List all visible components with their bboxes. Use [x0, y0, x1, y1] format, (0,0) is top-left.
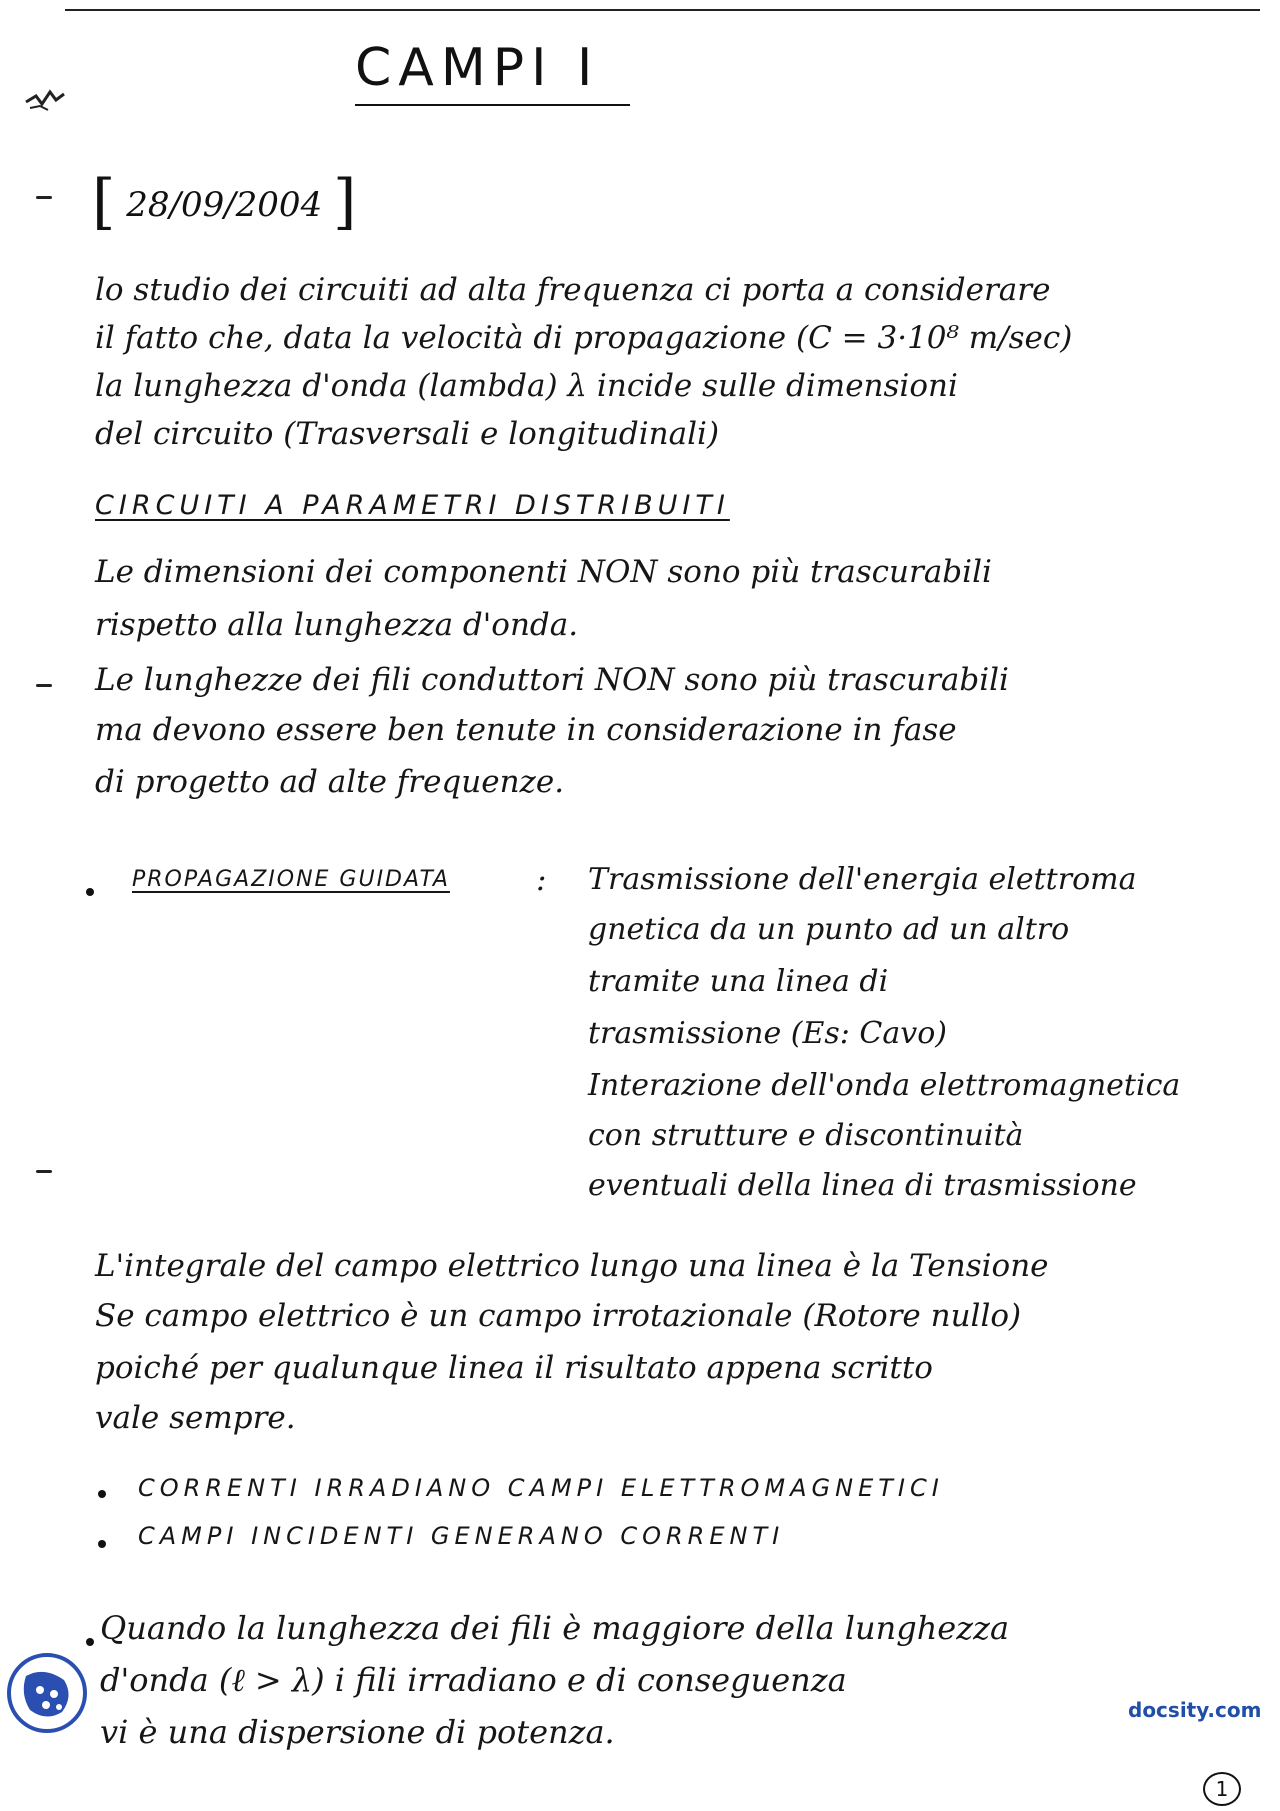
date: [ 28/09/2004 ]: [92, 167, 357, 237]
section-heading: CIRCUITI A PARAMETRI DISTRIBUITI: [95, 490, 730, 521]
ink-smudge: [22, 82, 68, 114]
bullet-dot: [86, 1638, 94, 1646]
integral-line-2: Se campo elettrico è un campo irrotazionale (Rotore nullo): [95, 1298, 1022, 1334]
intro-line-2: il fatto che, data la velocità di propagazione (C = 3·10⁸ m/sec): [95, 320, 1073, 356]
lengths-line-1: Le lunghezze dei fili conduttori NON sono più trascurabili: [95, 662, 1009, 698]
guided-line-7: eventuali della linea di trasmissione: [588, 1168, 1137, 1203]
margin-mark: [36, 196, 52, 199]
date-text: 28/09/2004: [126, 185, 323, 225]
lengths-line-3: di progetto ad alte frequenze.: [95, 764, 565, 800]
caps-bullet-1: CORRENTI IRRADIANO CAMPI ELETTROMAGNETICI: [138, 1474, 944, 1502]
guided-colon: :: [536, 862, 547, 898]
bullet-dot: [98, 1490, 106, 1498]
integral-line-1: L'integrale del campo elettrico lungo una linea è la Tensione: [95, 1248, 1049, 1284]
final-line-2: d'onda (ℓ > λ) i fili irradiano e di conseguenza: [100, 1661, 847, 1699]
margin-mark: [36, 684, 52, 687]
intro-line-4: del circuito (Trasversali e longitudinali): [95, 416, 720, 452]
guided-line-5: Interazione dell'onda elettromagnetica: [588, 1068, 1181, 1103]
top-rule: [65, 9, 1260, 11]
guided-line-2: gnetica da un punto ad un altro: [588, 912, 1070, 947]
guided-line-1: Trasmissione dell'energia elettroma: [588, 862, 1137, 897]
title-underline: [355, 104, 630, 106]
final-line-1: Quando la lunghezza dei fili è maggiore della lunghezza: [100, 1609, 1010, 1647]
guided-line-3: tramite una linea di: [588, 964, 889, 999]
guided-line-6: con strutture e discontinuità: [588, 1118, 1024, 1153]
page-number: 1: [1203, 1772, 1241, 1806]
final-line-3: vi è una dispersione di potenza.: [100, 1713, 615, 1751]
dimensions-line-1: Le dimensioni dei componenti NON sono più trascurabili: [95, 554, 992, 590]
guided-label: PROPAGAZIONE GUIDATA: [132, 867, 450, 892]
intro-line-3: la lunghezza d'onda (lambda) λ incide sulle dimensioni: [95, 368, 958, 404]
margin-mark: [36, 1170, 52, 1173]
dimensions-line-2: rispetto alla lunghezza d'onda.: [95, 607, 579, 643]
integral-line-3: poiché per qualunque linea il risultato appena scritto: [95, 1350, 933, 1386]
page-title: CAMPI I: [355, 38, 600, 98]
caps-bullet-2: CAMPI INCIDENTI GENERANO CORRENTI: [138, 1522, 785, 1550]
intro-line-1: lo studio dei circuiti ad alta frequenza ci porta a considerare: [95, 272, 1051, 308]
bullet-dot: [98, 1540, 106, 1548]
lengths-line-2: ma devono essere ben tenute in considerazione in fase: [95, 712, 957, 748]
guided-line-4: trasmissione (Es: Cavo): [588, 1016, 947, 1051]
integral-line-4: vale sempre.: [95, 1400, 296, 1436]
bullet-dot: [86, 888, 94, 896]
docsity-logo-icon: [4, 1650, 90, 1736]
watermark: docsity.com: [1128, 1698, 1262, 1722]
